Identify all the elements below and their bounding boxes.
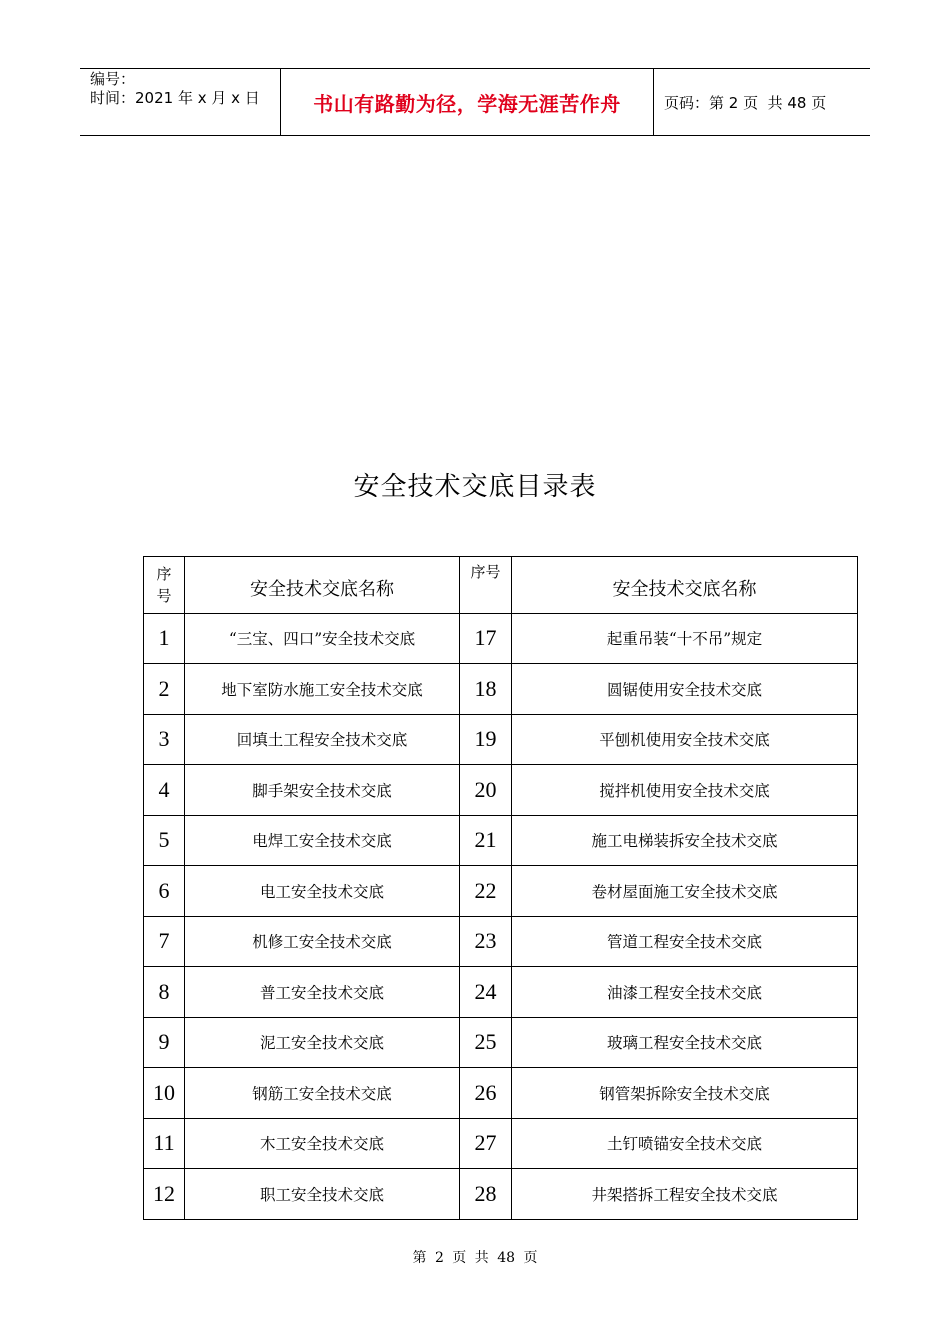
row-name-left: 回填土工程安全技术交底 xyxy=(185,714,460,765)
table-row xyxy=(144,714,858,765)
row-no-left: 4 xyxy=(144,765,185,816)
row-no-right: 20 xyxy=(460,765,512,816)
row-name-right: 卷材屋面施工安全技术交底 xyxy=(512,866,858,917)
row-name-right: 搅拌机使用安全技术交底 xyxy=(512,765,858,816)
table-row xyxy=(144,815,858,866)
row-name-right: 钢管架拆除安全技术交底 xyxy=(512,1068,858,1119)
page-title: 安全技术交底目录表 xyxy=(353,472,597,502)
code-label: 编号： xyxy=(90,70,136,88)
row-name-right: 油漆工程安全技术交底 xyxy=(512,967,858,1018)
header-meta xyxy=(80,69,281,135)
row-no-left: 6 xyxy=(144,866,185,917)
row-no-left: 3 xyxy=(144,714,185,765)
col-no2-header: 序号 xyxy=(460,557,512,614)
row-name-left: 泥工安全技术交底 xyxy=(185,1017,460,1068)
row-name-left: 钢筋工安全技术交底 xyxy=(185,1068,460,1119)
row-name-left: 电焊工安全技术交底 xyxy=(185,815,460,866)
row-no-right: 24 xyxy=(460,967,512,1018)
table-row xyxy=(144,967,858,1018)
header-motto: 书山有路勤为径，学海无涯苦作舟 xyxy=(281,69,654,135)
row-name-left: “三宝、四口”安全技术交底 xyxy=(185,613,460,664)
row-name-left: 职工安全技术交底 xyxy=(185,1169,460,1220)
page-header xyxy=(80,68,870,136)
table-row xyxy=(144,613,858,664)
table-row xyxy=(144,916,858,967)
col-no-header-bottom: 号 xyxy=(156,586,172,605)
page-info-text: 页码：第 2 页 共 48 页 xyxy=(664,93,827,112)
row-no-right: 26 xyxy=(460,1068,512,1119)
row-no-left: 11 xyxy=(144,1118,185,1169)
page-footer: 第 2 页 共 48 页 xyxy=(412,1250,538,1266)
row-no-left: 8 xyxy=(144,967,185,1018)
row-no-right: 23 xyxy=(460,916,512,967)
toc-table xyxy=(143,556,858,1220)
table-row xyxy=(144,1118,858,1169)
row-name-right: 圆锯使用安全技术交底 xyxy=(512,664,858,715)
table-row xyxy=(144,1068,858,1119)
time-label: 时间：2021 年 x 月 x 日 xyxy=(90,89,260,107)
row-no-left: 10 xyxy=(144,1068,185,1119)
col-no-header-top: 序 xyxy=(156,564,172,583)
row-no-left: 7 xyxy=(144,916,185,967)
row-no-right: 22 xyxy=(460,866,512,917)
row-no-right: 28 xyxy=(460,1169,512,1220)
toc-table-body xyxy=(144,557,858,1220)
row-no-right: 18 xyxy=(460,664,512,715)
row-name-left: 普工安全技术交底 xyxy=(185,967,460,1018)
row-name-right: 起重吊装“十不吊”规定 xyxy=(512,613,858,664)
row-name-right: 平刨机使用安全技术交底 xyxy=(512,714,858,765)
row-no-left: 5 xyxy=(144,815,185,866)
row-no-right: 19 xyxy=(460,714,512,765)
row-no-right: 25 xyxy=(460,1017,512,1068)
col-name2-header: 安全技术交底名称 xyxy=(512,557,858,614)
row-name-left: 脚手架安全技术交底 xyxy=(185,765,460,816)
row-no-right: 17 xyxy=(460,613,512,664)
table-header-row xyxy=(144,557,858,614)
row-no-left: 9 xyxy=(144,1017,185,1068)
row-no-left: 12 xyxy=(144,1169,185,1220)
table-row xyxy=(144,866,858,917)
row-name-right: 管道工程安全技术交底 xyxy=(512,916,858,967)
row-name-left: 木工安全技术交底 xyxy=(185,1118,460,1169)
row-name-left: 机修工安全技术交底 xyxy=(185,916,460,967)
col-no-header xyxy=(144,557,185,614)
col-name-header: 安全技术交底名称 xyxy=(185,557,460,614)
row-name-left: 地下室防水施工安全技术交底 xyxy=(185,664,460,715)
row-name-right: 玻璃工程安全技术交底 xyxy=(512,1017,858,1068)
row-name-right: 土钉喷锚安全技术交底 xyxy=(512,1118,858,1169)
row-no-left: 2 xyxy=(144,664,185,715)
table-row xyxy=(144,765,858,816)
row-name-right: 施工电梯装拆安全技术交底 xyxy=(512,815,858,866)
row-no-left: 1 xyxy=(144,613,185,664)
table-row xyxy=(144,1017,858,1068)
row-name-left: 电工安全技术交底 xyxy=(185,866,460,917)
table-row xyxy=(144,664,858,715)
header-page-info xyxy=(654,69,870,135)
row-no-right: 21 xyxy=(460,815,512,866)
row-no-right: 27 xyxy=(460,1118,512,1169)
row-name-right: 井架搭拆工程安全技术交底 xyxy=(512,1169,858,1220)
table-row xyxy=(144,1169,858,1220)
